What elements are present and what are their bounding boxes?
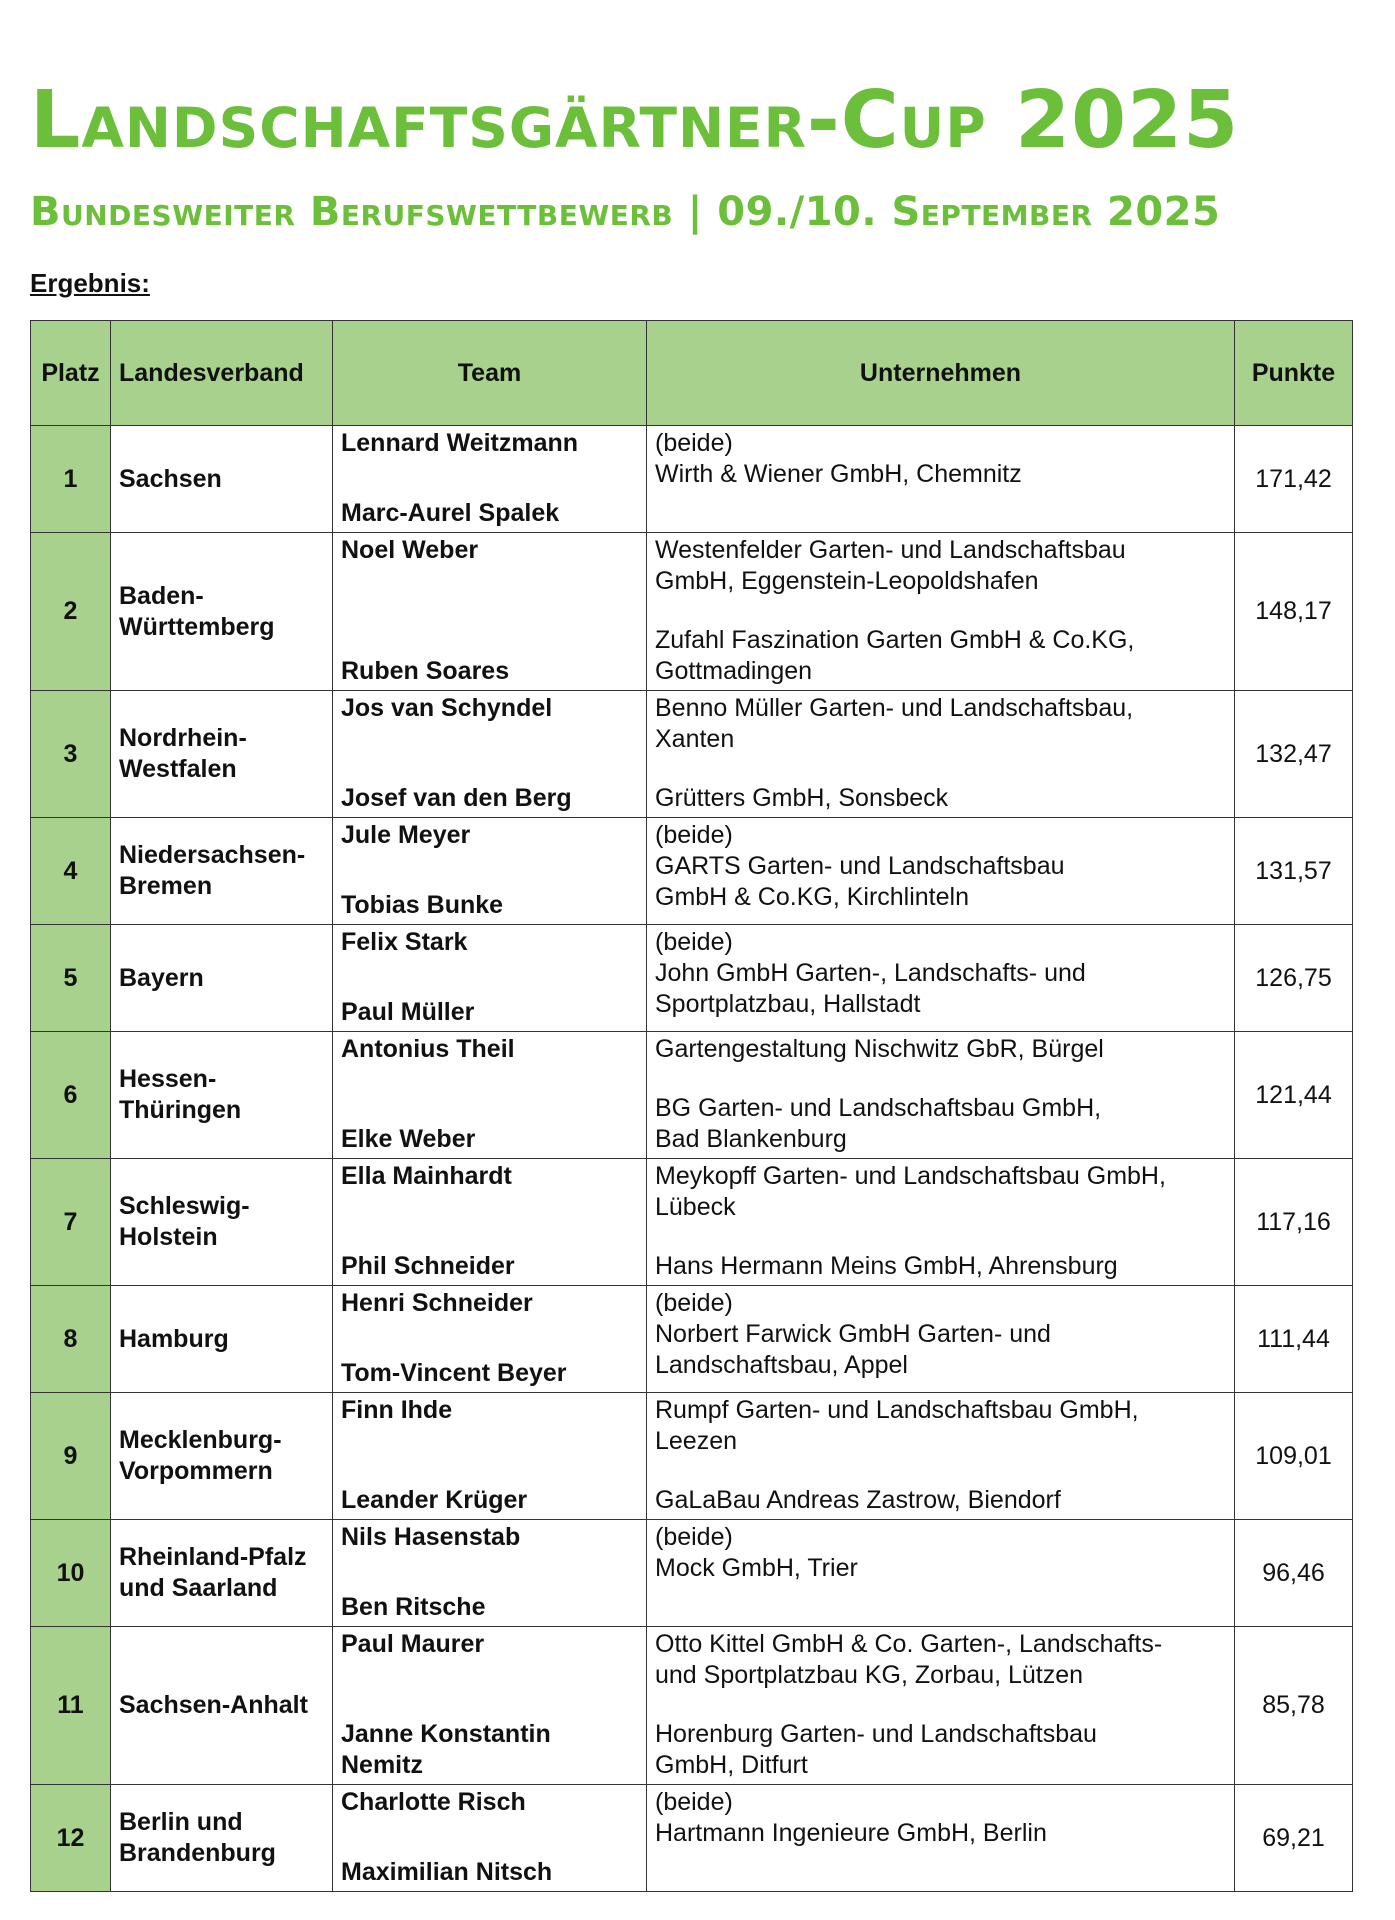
cell-unternehmen xyxy=(647,533,1235,691)
company-line: Mock GmbH, Trier xyxy=(655,1554,858,1582)
cell-platz: 9 xyxy=(31,1393,111,1520)
team-member-name: Ella Mainhardt xyxy=(341,1162,512,1190)
company-line: Grütters GmbH, Sonsbeck xyxy=(655,784,949,812)
landesverband-line: Brandenburg xyxy=(119,1839,276,1867)
landesverband-line: Niedersachsen- xyxy=(119,841,306,869)
company-line: Leezen xyxy=(655,1427,738,1455)
company-entry xyxy=(655,1251,1226,1282)
team-member-name: Nils Hasenstab xyxy=(341,1523,521,1551)
landesverband-line: Bremen xyxy=(119,872,213,900)
cell-punkte: 131,57 xyxy=(1235,818,1353,925)
team-member-name: Finn Ihde xyxy=(341,1396,453,1424)
company-line: (beide) xyxy=(655,1523,733,1551)
company-list xyxy=(655,1787,1226,1888)
cell-landesverband xyxy=(111,533,333,691)
cell-landesverband xyxy=(111,1393,333,1520)
cell-unternehmen xyxy=(647,426,1235,533)
company-entry xyxy=(655,1629,1226,1691)
company-list xyxy=(655,1395,1226,1516)
company-entry xyxy=(655,783,1226,814)
cell-unternehmen xyxy=(647,818,1235,925)
team-member xyxy=(341,1857,638,1888)
cell-punkte: 85,78 xyxy=(1235,1627,1353,1785)
cell-unternehmen xyxy=(647,1286,1235,1393)
company-line: und Sportplatzbau KG, Zorbau, Lützen xyxy=(655,1661,1084,1689)
table-row xyxy=(31,818,1353,925)
landesverband-line: Mecklenburg- xyxy=(119,1426,282,1454)
col-header-platz: Platz xyxy=(31,321,111,426)
landesverband-line: Rheinland-Pfalz xyxy=(119,1543,307,1571)
company-list xyxy=(655,1288,1226,1389)
company-list xyxy=(655,535,1226,687)
team-member-name: Nemitz xyxy=(341,1751,423,1779)
table-row xyxy=(31,1627,1353,1785)
cell-unternehmen xyxy=(647,1032,1235,1159)
cell-landesverband xyxy=(111,1785,333,1892)
company-line: (beide) xyxy=(655,821,733,849)
team-member-name: Janne Konstantin xyxy=(341,1720,551,1748)
cell-team xyxy=(333,1627,647,1785)
team-names xyxy=(341,1288,638,1389)
team-names xyxy=(341,428,638,529)
team-member xyxy=(341,1288,638,1319)
document-title: Landschaftsgärtner-Cup 2025 xyxy=(30,74,1240,166)
team-member xyxy=(341,783,638,814)
cell-team xyxy=(333,1520,647,1627)
company-line: Zufahl Faszination Garten GmbH & Co.KG, xyxy=(655,626,1135,654)
company-line: Xanten xyxy=(655,725,735,753)
landesverband-line: Schleswig- xyxy=(119,1192,250,1220)
company-line: GmbH, Eggenstein-Leopoldshafen xyxy=(655,567,1039,595)
team-member xyxy=(341,1719,638,1781)
cell-unternehmen xyxy=(647,1627,1235,1785)
team-member-name: Tobias Bunke xyxy=(341,891,504,919)
landesverband-line: Württemberg xyxy=(119,612,275,641)
landesverband-line: Bayern xyxy=(119,963,204,992)
team-names xyxy=(341,1395,638,1516)
cell-platz: 8 xyxy=(31,1286,111,1393)
company-line: Sportplatzbau, Hallstadt xyxy=(655,990,921,1018)
company-list xyxy=(655,1161,1226,1282)
company-line: Westenfelder Garten- und Landschaftsbau xyxy=(655,536,1126,564)
team-member xyxy=(341,1358,638,1389)
company-line: Horenburg Garten- und Landschaftsbau xyxy=(655,1720,1097,1748)
company-line: GmbH & Co.KG, Kirchlinteln xyxy=(655,883,969,911)
company-entry xyxy=(655,535,1226,597)
company-entry xyxy=(655,1288,1226,1381)
table-row xyxy=(31,1520,1353,1627)
company-list xyxy=(655,1629,1226,1781)
team-names xyxy=(341,1629,638,1781)
table-row xyxy=(31,925,1353,1032)
company-line: Hartmann Ingenieure GmbH, Berlin xyxy=(655,1819,1047,1847)
team-member-name: Maximilian Nitsch xyxy=(341,1858,553,1886)
cell-landesverband xyxy=(111,1032,333,1159)
company-entry xyxy=(655,1395,1226,1457)
cell-team xyxy=(333,1032,647,1159)
company-entry xyxy=(655,820,1226,913)
cell-punkte: 117,16 xyxy=(1235,1159,1353,1286)
results-table xyxy=(30,320,1353,1892)
cell-punkte: 126,75 xyxy=(1235,925,1353,1032)
company-line: GaLaBau Andreas Zastrow, Biendorf xyxy=(655,1486,1061,1514)
cell-punkte: 171,42 xyxy=(1235,426,1353,533)
company-entry xyxy=(655,1034,1226,1065)
company-line: Lübeck xyxy=(655,1193,736,1221)
cell-team xyxy=(333,1393,647,1520)
team-member-name: Marc-Aurel Spalek xyxy=(341,499,560,527)
col-header-unternehmen: Unternehmen xyxy=(647,321,1235,426)
cell-team xyxy=(333,1286,647,1393)
team-member xyxy=(341,927,638,958)
cell-punkte: 69,21 xyxy=(1235,1785,1353,1892)
team-member xyxy=(341,997,638,1028)
table-header-row xyxy=(31,321,1353,426)
company-entry xyxy=(655,1522,1226,1584)
team-names xyxy=(341,1161,638,1282)
cell-team xyxy=(333,1159,647,1286)
company-list xyxy=(655,820,1226,921)
col-header-team: Team xyxy=(333,321,647,426)
team-member xyxy=(341,820,638,851)
table-row xyxy=(31,1785,1353,1892)
cell-platz: 1 xyxy=(31,426,111,533)
company-line: Gartengestaltung Nischwitz GbR, Bürgel xyxy=(655,1035,1104,1063)
team-names xyxy=(341,535,638,687)
team-member-name: Antonius Theil xyxy=(341,1035,515,1063)
company-line: Rumpf Garten- und Landschaftsbau GmbH, xyxy=(655,1396,1139,1424)
team-names xyxy=(341,1034,638,1155)
cell-platz: 7 xyxy=(31,1159,111,1286)
landesverband-line: und Saarland xyxy=(119,1574,278,1602)
team-member xyxy=(341,1395,638,1426)
company-entry xyxy=(655,1161,1226,1223)
company-line: Norbert Farwick GmbH Garten- und xyxy=(655,1320,1051,1348)
table-row xyxy=(31,426,1353,533)
col-header-landesverband: Landesverband xyxy=(111,321,333,426)
col-header-punkte: Punkte xyxy=(1235,321,1353,426)
company-line: (beide) xyxy=(655,928,733,956)
table-row xyxy=(31,1393,1353,1520)
company-list xyxy=(655,693,1226,814)
team-member-name: Ruben Soares xyxy=(341,657,510,685)
team-member-name: Jos van Schyndel xyxy=(341,694,553,722)
cell-unternehmen xyxy=(647,1159,1235,1286)
company-entry xyxy=(655,1719,1226,1781)
table-row xyxy=(31,1032,1353,1159)
company-line: (beide) xyxy=(655,1289,733,1317)
cell-landesverband xyxy=(111,1627,333,1785)
landesverband-line: Holstein xyxy=(119,1223,218,1251)
team-member xyxy=(341,1629,638,1660)
company-list xyxy=(655,927,1226,1028)
team-names xyxy=(341,1787,638,1888)
team-member-name: Felix Stark xyxy=(341,928,468,956)
cell-punkte: 111,44 xyxy=(1235,1286,1353,1393)
team-member xyxy=(341,1522,638,1553)
company-list xyxy=(655,1522,1226,1623)
team-member-name: Tom-Vincent Beyer xyxy=(341,1359,567,1387)
cell-landesverband xyxy=(111,1520,333,1627)
team-member xyxy=(341,1787,638,1818)
team-member xyxy=(341,1161,638,1192)
company-line: John GmbH Garten-, Landschafts- und xyxy=(655,959,1086,987)
table-row xyxy=(31,1159,1353,1286)
cell-unternehmen xyxy=(647,1520,1235,1627)
cell-team xyxy=(333,1785,647,1892)
cell-platz: 3 xyxy=(31,691,111,818)
company-entry xyxy=(655,927,1226,1020)
company-entry xyxy=(655,625,1226,687)
cell-landesverband xyxy=(111,1286,333,1393)
table-row xyxy=(31,1286,1353,1393)
company-entry xyxy=(655,693,1226,755)
landesverband-line: Baden- xyxy=(119,581,204,610)
cell-team xyxy=(333,818,647,925)
team-member-name: Noel Weber xyxy=(341,536,479,564)
team-names xyxy=(341,927,638,1028)
company-line: Wirth & Wiener GmbH, Chemnitz xyxy=(655,460,1022,488)
cell-landesverband xyxy=(111,1159,333,1286)
cell-platz: 10 xyxy=(31,1520,111,1627)
cell-unternehmen xyxy=(647,1785,1235,1892)
table-row xyxy=(31,691,1353,818)
company-list xyxy=(655,1034,1226,1155)
cell-platz: 4 xyxy=(31,818,111,925)
team-member xyxy=(341,656,638,687)
team-member-name: Henri Schneider xyxy=(341,1289,533,1317)
document-subtitle: Bundesweiter Berufswettbewerb | 09./10. September 2025 xyxy=(30,189,1221,235)
cell-team xyxy=(333,691,647,818)
landesverband-line: Nordrhein- xyxy=(119,724,247,752)
cell-unternehmen xyxy=(647,925,1235,1032)
company-line: (beide) xyxy=(655,429,733,457)
team-member-name: Phil Schneider xyxy=(341,1252,515,1280)
landesverband-line: Thüringen xyxy=(119,1096,242,1124)
company-entry xyxy=(655,428,1226,490)
cell-platz: 6 xyxy=(31,1032,111,1159)
cell-unternehmen xyxy=(647,1393,1235,1520)
company-line: BG Garten- und Landschaftsbau GmbH, xyxy=(655,1094,1102,1122)
cell-team xyxy=(333,533,647,691)
cell-landesverband xyxy=(111,818,333,925)
cell-platz: 5 xyxy=(31,925,111,1032)
company-line: Meykopff Garten- und Landschaftsbau GmbH, xyxy=(655,1162,1166,1190)
team-member xyxy=(341,1124,638,1155)
cell-team xyxy=(333,925,647,1032)
landesverband-line: Sachsen-Anhalt xyxy=(119,1691,308,1719)
team-member xyxy=(341,1592,638,1623)
team-member-name: Ben Ritsche xyxy=(341,1593,486,1621)
cell-punkte: 148,17 xyxy=(1235,533,1353,691)
team-member xyxy=(341,1034,638,1065)
team-member xyxy=(341,498,638,529)
company-entry xyxy=(655,1787,1226,1849)
company-line: Bad Blankenburg xyxy=(655,1125,847,1153)
cell-platz: 11 xyxy=(31,1627,111,1785)
landesverband-line: Hessen- xyxy=(119,1065,217,1093)
team-member-name: Leander Krüger xyxy=(341,1486,528,1514)
result-label: Ergebnis: xyxy=(30,268,150,298)
team-member xyxy=(341,1251,638,1282)
landesverband-line: Vorpommern xyxy=(119,1457,273,1485)
cell-punkte: 132,47 xyxy=(1235,691,1353,818)
team-names xyxy=(341,1522,638,1623)
cell-landesverband xyxy=(111,925,333,1032)
team-names xyxy=(341,820,638,921)
cell-platz: 2 xyxy=(31,533,111,691)
landesverband-line: Sachsen xyxy=(119,464,222,493)
company-line: Gottmadingen xyxy=(655,657,813,685)
team-member-name: Paul Maurer xyxy=(341,1630,485,1658)
cell-landesverband xyxy=(111,426,333,533)
team-member xyxy=(341,1485,638,1516)
company-entry xyxy=(655,1093,1226,1155)
cell-punkte: 96,46 xyxy=(1235,1520,1353,1627)
company-line: Hans Hermann Meins GmbH, Ahrensburg xyxy=(655,1252,1118,1280)
team-member-name: Elke Weber xyxy=(341,1125,476,1153)
landesverband-line: Berlin und xyxy=(119,1808,243,1836)
cell-landesverband xyxy=(111,691,333,818)
cell-punkte: 121,44 xyxy=(1235,1032,1353,1159)
company-line: GmbH, Ditfurt xyxy=(655,1751,808,1779)
team-member-name: Charlotte Risch xyxy=(341,1788,526,1816)
team-names xyxy=(341,693,638,814)
table-row xyxy=(31,533,1353,691)
cell-platz: 12 xyxy=(31,1785,111,1892)
team-member xyxy=(341,693,638,724)
cell-team xyxy=(333,426,647,533)
company-line: (beide) xyxy=(655,1788,733,1816)
team-member-name: Josef van den Berg xyxy=(341,784,572,812)
company-line: Otto Kittel GmbH & Co. Garten-, Landschafts- xyxy=(655,1630,1163,1658)
team-member xyxy=(341,428,638,459)
team-member-name: Paul Müller xyxy=(341,998,475,1026)
landesverband-line: Westfalen xyxy=(119,755,237,783)
team-member xyxy=(341,535,638,566)
cell-punkte: 109,01 xyxy=(1235,1393,1353,1520)
company-list xyxy=(655,428,1226,529)
landesverband-line: Hamburg xyxy=(119,1324,229,1353)
cell-unternehmen xyxy=(647,691,1235,818)
team-member-name: Jule Meyer xyxy=(341,821,471,849)
team-member xyxy=(341,890,638,921)
company-line: GARTS Garten- und Landschaftsbau xyxy=(655,852,1065,880)
company-line: Landschaftsbau, Appel xyxy=(655,1351,908,1379)
team-member-name: Lennard Weitzmann xyxy=(341,429,579,457)
company-entry xyxy=(655,1485,1226,1516)
company-line: Benno Müller Garten- und Landschaftsbau, xyxy=(655,694,1134,722)
